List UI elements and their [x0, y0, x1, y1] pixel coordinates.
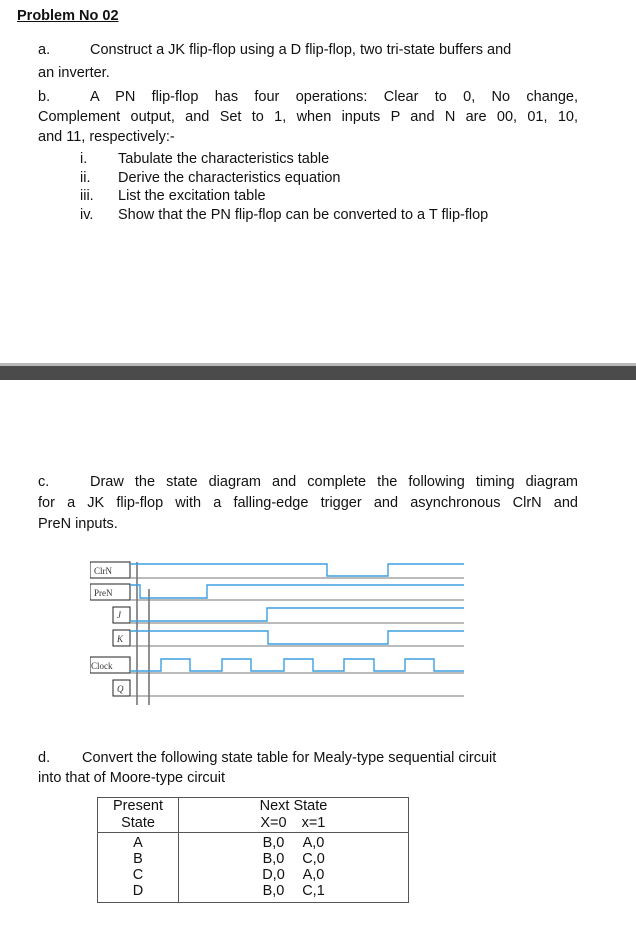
pren-label: PreN	[94, 588, 113, 598]
part-b-line1: A PN flip-flop has four operations: Clear to 0, No change,	[90, 89, 578, 105]
k-waveform	[130, 631, 464, 644]
part-c-label: c.	[38, 474, 50, 490]
j-box	[113, 607, 130, 623]
table-cell: A	[133, 835, 143, 851]
table-row: D,0 A,0	[262, 867, 325, 883]
clock-label: Clock	[91, 661, 113, 671]
part-a-label: a.	[38, 42, 51, 58]
q-label: Q	[117, 684, 124, 694]
clrn-label: ClrN	[94, 566, 112, 576]
next-state-column	[179, 833, 409, 903]
part-c-question	[38, 473, 578, 492]
table-row: B,0 C,1	[262, 883, 325, 899]
part-d-line1: Convert the following state table for Mealy-type sequential circuit	[82, 750, 497, 766]
clrn-waveform	[130, 564, 464, 576]
pren-waveform	[130, 585, 464, 598]
table-cell: D	[132, 883, 144, 899]
next-state-header: Next State X=0 x=1	[179, 798, 409, 833]
present-state-header: Present State	[98, 798, 179, 833]
part-c-line1: Draw the state diagram and complete the following timing diagram	[90, 474, 578, 490]
j-label: J	[117, 610, 121, 620]
state-table	[97, 797, 409, 903]
part-c-line3: PreN inputs.	[38, 516, 118, 532]
list-item: i. Tabulate the characteristics table	[80, 151, 330, 167]
list-item: iii. List the excitation table	[80, 188, 266, 204]
table-row: B,0 A,0	[262, 835, 325, 851]
part-d-question	[38, 749, 578, 768]
part-c-line2: for a JK flip-flop with a falling-edge trigger and asynchronous ClrN and	[38, 495, 578, 511]
x0-header: X=0	[260, 815, 287, 831]
part-a-question	[38, 41, 578, 60]
part-b-line3: and 11, respectively:-	[38, 129, 175, 145]
k-label: K	[117, 634, 124, 644]
list-item: iv. Show that the PN flip-flop can be converted to a T flip-flop	[80, 206, 489, 223]
j-waveform	[130, 608, 464, 621]
list-item: ii. Derive the characteristics equation	[80, 169, 341, 186]
part-a-line1: Construct a JK flip-flop using a D flip-flop, two tri-state buffers and	[90, 42, 512, 58]
part-b-question	[38, 88, 578, 107]
page-break	[0, 366, 636, 380]
page-title: Problem No 02	[17, 8, 119, 24]
part-a-line2: an inverter.	[38, 65, 110, 81]
part-b-subquestions	[80, 150, 488, 224]
part-b-line2: Complement output, and Set to 1, when inputs P and N are 00, 01, 10,	[38, 109, 578, 125]
table-row: B,0 C,0	[262, 851, 325, 867]
part-d-line2: into that of Moore-type circuit	[38, 770, 225, 786]
table-cell: B	[133, 851, 143, 867]
timing-diagram	[90, 555, 486, 715]
clock-waveform	[130, 659, 464, 671]
part-d-label: d.	[38, 750, 51, 766]
x1-header: x=1	[301, 815, 326, 831]
present-state-column	[98, 833, 179, 903]
part-b-label: b.	[38, 89, 51, 105]
table-cell: C	[132, 867, 144, 883]
